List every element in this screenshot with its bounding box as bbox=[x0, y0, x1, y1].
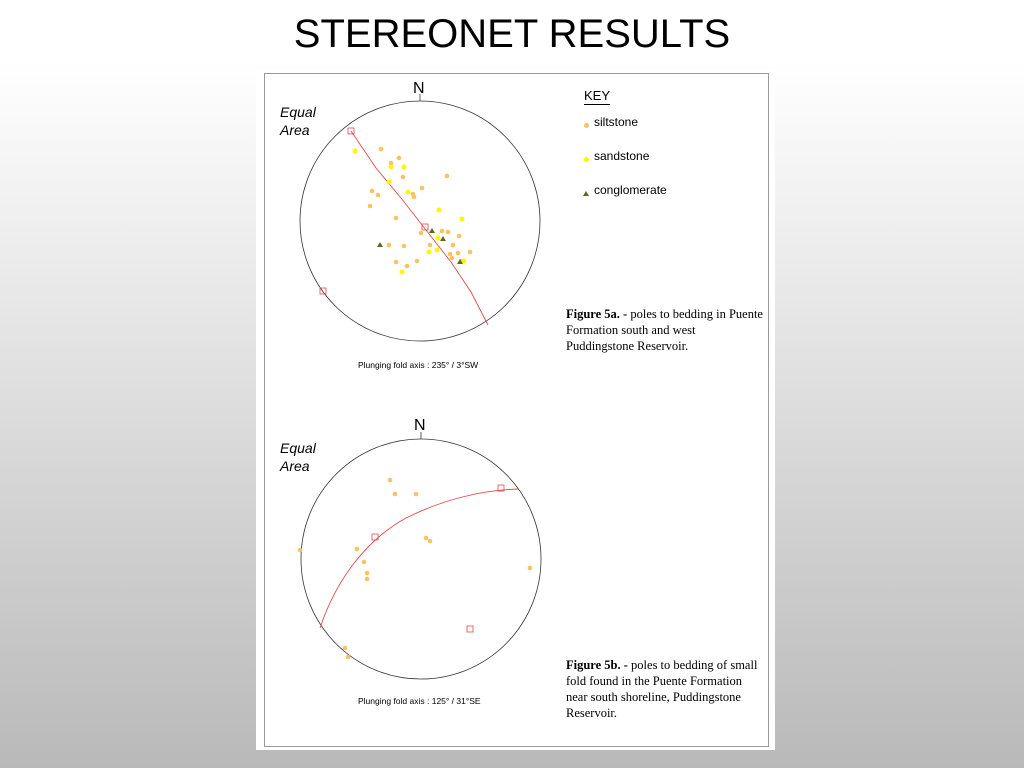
sandstone-pole bbox=[427, 250, 432, 255]
siltstone-pole bbox=[468, 250, 473, 255]
stereonet-b-beta-square bbox=[467, 626, 473, 632]
siltstone-pole bbox=[346, 655, 351, 660]
siltstone-pole bbox=[388, 478, 393, 483]
conglomerate-pole bbox=[440, 236, 446, 241]
stereonet-a bbox=[300, 94, 540, 341]
sandstone-pole bbox=[406, 190, 411, 195]
sandstone-pole bbox=[437, 208, 442, 213]
siltstone-pole bbox=[365, 577, 370, 582]
sandstone-pole bbox=[389, 165, 394, 170]
siltstone-pole bbox=[401, 175, 406, 180]
key-item-siltstone bbox=[582, 115, 638, 129]
stereonet-a-poles bbox=[353, 147, 473, 275]
key-label: siltstone bbox=[594, 115, 639, 129]
sandstone-pole bbox=[400, 270, 405, 275]
siltstone-pole bbox=[405, 264, 410, 269]
siltstone-pole bbox=[362, 560, 367, 565]
siltstone-pole bbox=[419, 231, 424, 236]
siltstone-pole bbox=[355, 547, 360, 552]
key-label: sandstone bbox=[594, 149, 650, 163]
conglomerate-pole bbox=[377, 242, 383, 247]
stereonet-a-primitive bbox=[300, 101, 540, 341]
siltstone-pole bbox=[376, 193, 381, 198]
figure-5b-text: poles to bedding of small fold found in the Puente Formation near south shoreline, Puddingstone Reservoir. bbox=[566, 658, 758, 720]
siltstone-pole bbox=[414, 492, 419, 497]
siltstone-pole bbox=[394, 260, 399, 265]
siltstone-pole bbox=[445, 174, 450, 179]
figure-5a-label: Figure 5a. - bbox=[566, 307, 628, 321]
siltstone-pole bbox=[528, 566, 533, 571]
siltstone-pole bbox=[428, 243, 433, 248]
stereonet-b-primitive bbox=[301, 439, 541, 679]
projection-label-line1: Equal bbox=[280, 440, 316, 456]
key-title: KEY bbox=[584, 88, 611, 103]
key-item-conglomerate bbox=[582, 183, 667, 197]
stereonet-b-north-label: N bbox=[414, 417, 426, 434]
siltstone-symbol bbox=[584, 123, 589, 128]
siltstone-pole bbox=[402, 244, 407, 249]
sandstone-pole bbox=[460, 217, 465, 222]
siltstone-pole bbox=[424, 536, 429, 541]
sandstone-pole bbox=[387, 180, 392, 185]
conglomerate-pole bbox=[429, 228, 435, 233]
stereonet-a-projection-label bbox=[280, 103, 316, 139]
stereonet-a-north-label: N bbox=[413, 80, 425, 97]
siltstone-pole bbox=[415, 259, 420, 264]
siltstone-pole bbox=[379, 147, 384, 152]
figure-5a-text: poles to bedding in Puente Formation south and west Puddingstone Reservoir. bbox=[566, 307, 763, 353]
siltstone-pole bbox=[368, 204, 373, 209]
sandstone-symbol bbox=[584, 157, 589, 162]
stereonet-a-great-circle bbox=[351, 131, 488, 325]
siltstone-pole bbox=[450, 256, 455, 261]
siltstone-pole bbox=[370, 189, 375, 194]
siltstone-pole bbox=[298, 548, 303, 553]
stereonet-figures bbox=[256, 70, 775, 750]
siltstone-pole bbox=[440, 229, 445, 234]
sandstone-pole bbox=[436, 236, 441, 241]
stereonet-b-fold-axis-caption: Plunging fold axis : 125° / 31°SE bbox=[358, 696, 481, 706]
stereonet-b-great-circle bbox=[320, 489, 518, 628]
stereonet-b-projection-label bbox=[280, 439, 316, 475]
siltstone-pole bbox=[456, 251, 461, 256]
siltstone-pole bbox=[343, 646, 348, 651]
slide-title: STEREONET RESULTS bbox=[293, 12, 731, 56]
projection-label-line2: Area bbox=[280, 122, 310, 138]
stereonet-b-poles bbox=[298, 478, 533, 660]
figure-5a-caption bbox=[566, 306, 766, 354]
siltstone-pole bbox=[394, 216, 399, 221]
siltstone-pole bbox=[446, 230, 451, 235]
siltstone-pole bbox=[448, 252, 453, 257]
conglomerate-symbol bbox=[583, 191, 589, 196]
projection-label-line1: Equal bbox=[280, 104, 316, 120]
projection-label-line2: Area bbox=[280, 458, 310, 474]
figure-5b-caption bbox=[566, 657, 766, 721]
key-item-sandstone bbox=[582, 149, 649, 163]
siltstone-pole bbox=[412, 195, 417, 200]
siltstone-pole bbox=[365, 571, 370, 576]
figure-5b-label: Figure 5b. - bbox=[566, 658, 628, 672]
siltstone-pole bbox=[457, 234, 462, 239]
siltstone-pole bbox=[451, 243, 456, 248]
siltstone-pole bbox=[428, 539, 433, 544]
siltstone-pole bbox=[397, 156, 402, 161]
stereonet-panel bbox=[256, 70, 775, 750]
siltstone-pole bbox=[387, 243, 392, 248]
sandstone-pole bbox=[353, 149, 358, 154]
sandstone-pole bbox=[435, 248, 440, 253]
siltstone-pole bbox=[393, 492, 398, 497]
stereonet-b-beta-square bbox=[372, 534, 378, 540]
siltstone-pole bbox=[420, 186, 425, 191]
key-label: conglomerate bbox=[594, 183, 667, 197]
stereonet-a-fold-axis-caption: Plunging fold axis : 235° / 3°SW bbox=[358, 360, 479, 370]
stereonet-b bbox=[298, 432, 541, 679]
sandstone-pole bbox=[402, 165, 407, 170]
